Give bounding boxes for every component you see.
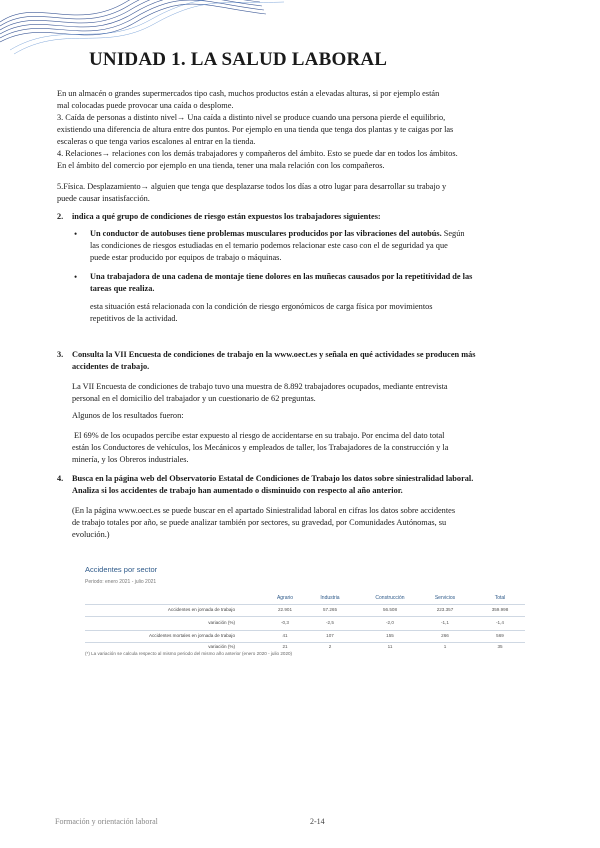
answer-2-line: repetitivos de la actividad.: [90, 314, 178, 323]
question-4-number: 4.: [57, 474, 64, 483]
question-3-line: Consulta la VII Encuesta de condiciones de trabajo en la www.oect.es y señala en qué actividades se producen más: [72, 350, 476, 359]
question-2-text: indica a qué grupo de condiciones de riesgo están expuestos los trabajadores siguientes:: [72, 212, 381, 221]
table-cell: -1,4: [496, 620, 504, 625]
row-label: variación (%): [208, 644, 235, 649]
column-header: Total: [494, 595, 506, 601]
answer-4-line: de trabajo totales por año, se puede analizar también por sectores, su gravedad, por Comunidades Autónomas, su: [72, 518, 447, 527]
answer-4-line: evolución.): [72, 530, 110, 539]
row-divider: [85, 642, 525, 643]
fisica-line: puede causar insatisfacción.: [57, 194, 150, 203]
bullet-1-line: puede estar producido por equipos de trabajo o máquinas.: [90, 253, 282, 262]
bullet-1-bold: Un conductor de autobuses tiene problemas musculares producidos por las vibraciones del autobús.: [90, 229, 442, 238]
bullet-icon: •: [74, 229, 78, 239]
footer-page-number: 2-14: [310, 817, 325, 826]
table-cell: 266: [441, 633, 449, 638]
page-title: UNIDAD 1. LA SALUD LABORAL: [89, 49, 388, 70]
bullet-1-first-line: [90, 228, 530, 240]
results-intro: Algunos de los resultados fueron:: [72, 411, 184, 420]
column-header: Construcción: [375, 595, 405, 601]
bullet-icon: •: [74, 272, 78, 282]
bullet-1-rest: Según: [441, 229, 465, 238]
table-subtitle: Periodo: enero 2021 - julio 2021: [85, 579, 157, 585]
table-cell: 21: [282, 644, 288, 649]
table-cell: 41: [282, 633, 288, 638]
table-cell: 57.265: [322, 607, 338, 612]
table-cell: 35: [497, 644, 503, 649]
footer-course: Formación y orientación laboral: [55, 817, 158, 826]
row-label: variación (%): [208, 620, 235, 625]
table-cell: 107: [326, 633, 334, 638]
bullet-2-line: tareas que realiza.: [90, 284, 155, 293]
question-3-line: accidentes de trabajo.: [72, 362, 150, 371]
fisica-line: 5.Física. Desplazamiento→ alguien que tenga que desplazarse todos los días a otro lugar para desarrollar su trabajo y: [57, 182, 447, 191]
table-cell: 223.357: [436, 607, 454, 612]
table-cell: -1,1: [441, 620, 449, 625]
intro-line: escaleras o que tenga varios escalones al entrar en la tienda.: [57, 137, 256, 146]
table-note: (*) La variación se calcula respecto al mismo periodo del mismo año anterior (enero 2020 - julio 2020): [85, 651, 293, 656]
bullet-2-line: Una trabajadora de una cadena de montaje tiene dolores en las muñecas causados por la repetitividad de las: [90, 272, 473, 281]
row-divider: [85, 630, 525, 631]
accidents-by-sector-table: [85, 565, 525, 660]
table-cell: 155: [386, 633, 394, 638]
question-4-line: Analiza si los accidentes de trabajo han aumentado o disminuido con respecto al año anterior.: [72, 486, 403, 495]
answer-3-line: La VII Encuesta de condiciones de trabajo tuvo una muestra de 8.892 trabajadores ocupados, mediante entrevista: [72, 382, 448, 391]
intro-line: mal colocadas puede provocar una caída o desplome.: [57, 101, 234, 110]
table-cell: -2,0: [386, 620, 394, 625]
intro-line: En el ámbito del comercio por ejemplo en una tienda, tener una mala relación con los compañeros.: [57, 161, 385, 170]
table-cell: 1: [443, 644, 447, 649]
table-title: Accidentes por sector: [85, 565, 158, 574]
row-divider: [85, 604, 525, 605]
question-3-number: 3.: [57, 350, 64, 359]
question-2-number: 2.: [57, 212, 64, 221]
question-4-line: Busca en la página web del Observatorio Estatal de Condiciones de Trabajo los datos sobre siniestralidad laboral.: [72, 474, 474, 483]
answer-2-line: esta situación está relacionada con la condición de riesgo ergonómicos de carga física por movimientos: [90, 302, 433, 311]
table-cell: 359.998: [491, 607, 509, 612]
row-divider: [85, 616, 525, 617]
table-cell: 11: [387, 644, 393, 649]
table-cell: -0,3: [281, 620, 289, 625]
column-header: Servicios: [434, 595, 456, 601]
intro-line: En un almacén o grandes supermercados tipo cash, muchos productos están a elevadas alturas, si por ejemplo están: [57, 89, 440, 98]
table-cell: 569: [496, 633, 504, 638]
table-cell: -2,5: [326, 620, 334, 625]
row-label: Accidentes en jornada de trabajo: [167, 607, 235, 612]
answer-3-line: personal en el domicilio del trabajador y un cuestionario de 62 preguntas.: [72, 394, 316, 403]
table-cell: 2: [328, 644, 332, 649]
column-header: Agrario: [276, 595, 294, 601]
column-header: Industria: [320, 595, 340, 601]
intro-line: 4. Relaciones→ relaciones con los demás trabajadores y compañeros del ámbito. Esto se puede dar en todos los ámbitos.: [57, 149, 458, 158]
table-cell: 22.901: [277, 607, 293, 612]
intro-line: 3. Caída de personas a distinto nivel→ Una caída a distinto nivel se produce cuando una persona pierde el equilibrio,: [57, 113, 446, 122]
results-line: están los Conductores de vehículos, los Mecánicos y empleados de taller, los Trabajadores de la construcción y la: [72, 443, 449, 452]
bullet-1-line: las condiciones de riesgos estudiadas en el temario podemos relacionar este caso con el de seguridad ya que: [90, 241, 448, 250]
answer-4-line: (En la página www.oect.es se puede buscar en el apartado Siniestralidad laboral en cifras los datos sobre accidentes: [72, 506, 456, 515]
table-cell: 56.508: [382, 607, 398, 612]
row-label: Accidentes mortales en jornada de trabajo: [148, 633, 235, 638]
results-line: minería, y los Obreros industriales.: [72, 455, 189, 464]
results-line: El 69% de los ocupados percibe estar expuesto al riesgo de accidentarse en su trabajo. Por encima del dato total: [74, 431, 445, 440]
intro-line: existiendo una diferencia de altura entre dos puntos. Por ejemplo en una tienda que tenga dos plantas y te caigas por las: [57, 125, 454, 134]
